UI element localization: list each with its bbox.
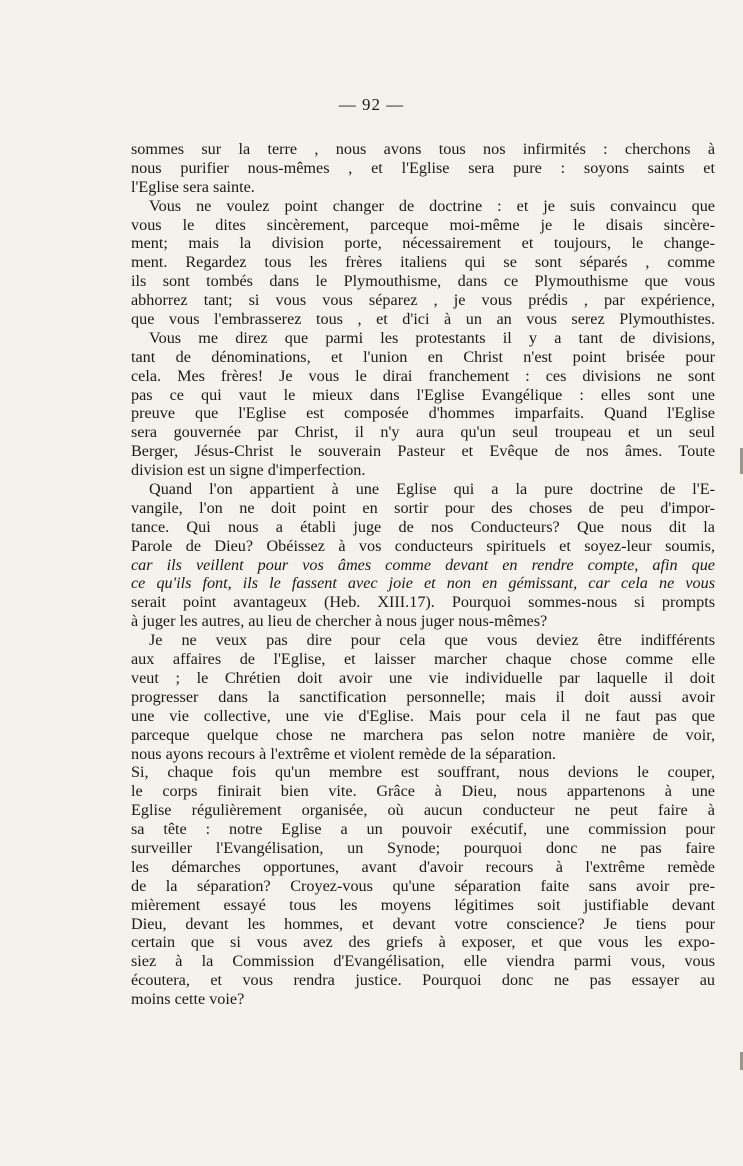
text-line: tant de dénominations, et l'union en Christ n'est point brisée pour xyxy=(131,347,715,366)
text-line: Berger, Jésus-Christ le souverain Pasteur et Evêque de nos âmes. Toute xyxy=(131,442,715,461)
text-line: Si, chaque fois qu'un membre est souffrant, nous devions le couper, xyxy=(131,763,715,782)
text-line: à juger les autres, au lieu de chercher à nous juger nous-mêmes? xyxy=(131,612,548,631)
text-line: cela. Mes frères! Je vous le dirai franchement : ces divisions ne sont xyxy=(131,366,715,385)
text-line: Eglise régulièrement organisée, où aucun conducteur ne peut faire à xyxy=(131,801,715,820)
text-line: tance. Qui nous a établi juge de nos Conducteurs? Que nous dit la xyxy=(131,517,715,536)
text-line: division est un signe d'imperfection. xyxy=(131,461,366,480)
text-line: Quand l'on appartient à une Eglise qui a la pure doctrine de l'E- xyxy=(149,480,715,499)
text-line: le corps finirait bien vite. Grâce à Dieu, nous appartenons à une xyxy=(131,782,715,801)
text-line: que vous l'embrasserez tous , et d'ici à un an vous serez Plymouthistes. xyxy=(131,310,715,329)
text-line: écoutera, et vous rendra justice. Pourquoi donc ne pas essayer au xyxy=(131,971,715,990)
text-line: preuve que l'Eglise est composée d'hommes imparfaits. Quand l'Eglise xyxy=(131,404,715,423)
text-line: ce qu'ils font, ils le fassent avec joie et non en gémissant, car cela ne vous xyxy=(131,574,715,593)
text-line: veut ; le Chrétien doit avoir une vie individuelle par laquelle il doit xyxy=(131,668,715,687)
page-number: — 92 — xyxy=(338,95,405,114)
text-line: sommes sur la terre , nous avons tous nos infirmités : cherchons à xyxy=(131,140,715,158)
text-line: Je ne veux pas dire pour cela que vous deviez être indifférents xyxy=(149,631,715,650)
text-line: progresser dans la sanctification personnelle; mais il doit aussi avoir xyxy=(131,687,715,706)
text-line: abhorrez tant; si vous vous séparez , je vous prédis , par expérience, xyxy=(131,291,715,310)
text-line: sera gouvernée par Christ, il n'y aura qu'un seul troupeau et un seul xyxy=(131,423,715,442)
body-text xyxy=(131,140,715,1009)
text-line: de la séparation? Croyez-vous qu'une séparation faite sans avoir pre- xyxy=(131,876,715,895)
text-line: Dieu, devant les hommes, et devant votre conscience? Je tiens pour xyxy=(131,914,715,933)
text-line: nous ayons recours à l'extrême et violent remède de la séparation. xyxy=(131,744,556,763)
text-line: aux affaires de l'Eglise, et laisser marcher chaque chose comme elle xyxy=(131,650,715,669)
text-line: surveiller l'Evangélisation, un Synode; pourquoi donc ne pas faire xyxy=(131,838,715,857)
text-line: ils sont tombés dans le Plymouthisme, dans ce Plymouthisme que vous xyxy=(131,272,715,291)
text-line: parceque quelque chose ne marchera pas selon notre manière de voir, xyxy=(131,725,715,744)
text-line: nous purifier nous-mêmes , et l'Eglise sera pure : soyons saints et xyxy=(131,158,715,177)
text-line: certain que si vous avez des griefs à exposer, et que vous les expo- xyxy=(131,933,715,952)
text-line: mièrement essayé tous les moyens légitimes soit justifiable devant xyxy=(131,895,715,914)
text-line: moins cette voie? xyxy=(131,990,245,1009)
text-line: pas ce qui vaut le mieux dans l'Eglise Evangélique : elles sont une xyxy=(131,385,715,404)
text-line: ment; mais la division porte, nécessairement et toujours, le change- xyxy=(131,234,715,253)
text-line: car ils veillent pour vos âmes comme devant en rendre compte, afin que xyxy=(131,555,715,574)
text-line: sa tête : notre Eglise a un pouvoir exécutif, une commission pour xyxy=(131,820,715,839)
text-line: l'Eglise sera sainte. xyxy=(131,177,255,196)
text-line: Vous me direz que parmi les protestants il y a tant de divisions, xyxy=(149,328,715,347)
text-line: Vous ne voulez point changer de doctrine : et je suis convaincu que xyxy=(149,196,715,215)
text-line: siez à la Commission d'Evangélisation, elle viendra parmi vous, vous xyxy=(131,952,715,971)
text-line: les démarches opportunes, avant d'avoir recours à l'extrême remède xyxy=(131,857,715,876)
text-line: serait point avantageux (Heb. XIII.17). Pourquoi sommes-nous si prompts xyxy=(131,593,715,612)
text-line: vangile, l'on ne doit point en sortir pour des choses de peu d'impor- xyxy=(131,498,715,517)
text-line: ment. Regardez tous les frères italiens qui se sont séparés , comme xyxy=(131,253,715,272)
text-line: Parole de Dieu? Obéissez à vos conducteurs spirituels et soyez-leur soumis, xyxy=(131,536,715,555)
text-line: vous le dites sincèrement, parceque moi-même je le disais sincère- xyxy=(131,215,715,234)
text-line: une vie collective, une vie d'Eglise. Mais pour cela il ne faut pas que xyxy=(131,706,715,725)
